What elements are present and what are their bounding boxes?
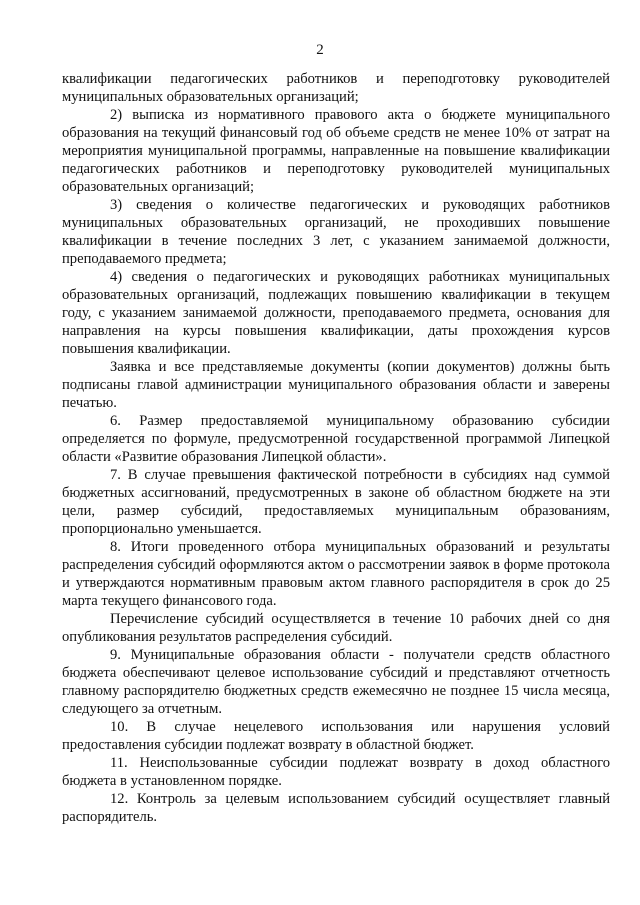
paragraph-application-note: Заявка и все представляемые документы (копии документов) должны быть подписаны главой администрации муниципального образования области и заверены печатью. xyxy=(62,359,610,411)
paragraph-8: 8. Итоги проведенного отбора муниципальных образований и результаты распределения субсидий оформляются актом о рассмотрении заявок в форме протокола и утверждаются нормативным правовым актом главного распорядителя в срок до 25 марта текущего финансового года. xyxy=(62,539,610,609)
paragraph-item-2: 2) выписка из нормативного правового акта о бюджете муниципального образования на текущий финансовый год об объеме средств не менее 10% от затрат на мероприятия муниципальной программы, направленные на повышение квалификации педагогических работников и переподготовку руководителей муниципальных образовательных организаций; xyxy=(62,107,610,195)
paragraph-6: 6. Размер предоставляемой муниципальному образованию субсидии определяется по формуле, предусмотренной государственной программой Липецкой области «Развитие образования Липецкой области». xyxy=(62,413,610,465)
page-number: 2 xyxy=(316,42,324,58)
paragraph-12: 12. Контроль за целевым использованием субсидий осуществляет главный распорядитель. xyxy=(62,791,610,825)
paragraph-transfer-note: Перечисление субсидий осуществляется в течение 10 рабочих дней со дня опубликования результатов распределения субсидий. xyxy=(62,611,610,645)
paragraph-9: 9. Муниципальные образования области - получатели средств областного бюджета обеспечивают целевое использование субсидий и представляют отчетность главному распорядителю бюджетных средств ежемесячно не позднее 15 числа месяца, следующего за отчетным. xyxy=(62,647,610,717)
paragraph-item-3: 3) сведения о количестве педагогических и руководящих работников муниципальных образовательных организаций, не проходивших повышение квалификации в течение последних 3 лет, с указанием занимаемой должности, преподаваемого предмета; xyxy=(62,197,610,267)
paragraph-7: 7. В случае превышения фактической потребности в субсидиях над суммой бюджетных ассигнований, предусмотренных в законе об областном бюджете на эти цели, размер субсидий, предоставляемых муниципальным образованиям, пропорционально уменьшается. xyxy=(62,467,610,537)
document-body xyxy=(62,70,610,826)
paragraph-11: 11. Неиспользованные субсидии подлежат возврату в доход областного бюджета в установленном порядке. xyxy=(62,755,610,789)
paragraph-item-4: 4) сведения о педагогических и руководящих работниках муниципальных образовательных организаций, подлежащих повышению квалификации в текущем году, с указанием занимаемой должности, преподаваемого предмета, основания для направления на курсы повышения квалификации, даты прохождения курсов повышения квалификации. xyxy=(62,269,610,357)
paragraph-10: 10. В случае нецелевого использования или нарушения условий предоставления субсидии подлежат возврату в областной бюджет. xyxy=(62,719,610,753)
paragraph-continuation: квалификации педагогических работников и переподготовку руководителей муниципальных образовательных организаций; xyxy=(62,71,610,105)
